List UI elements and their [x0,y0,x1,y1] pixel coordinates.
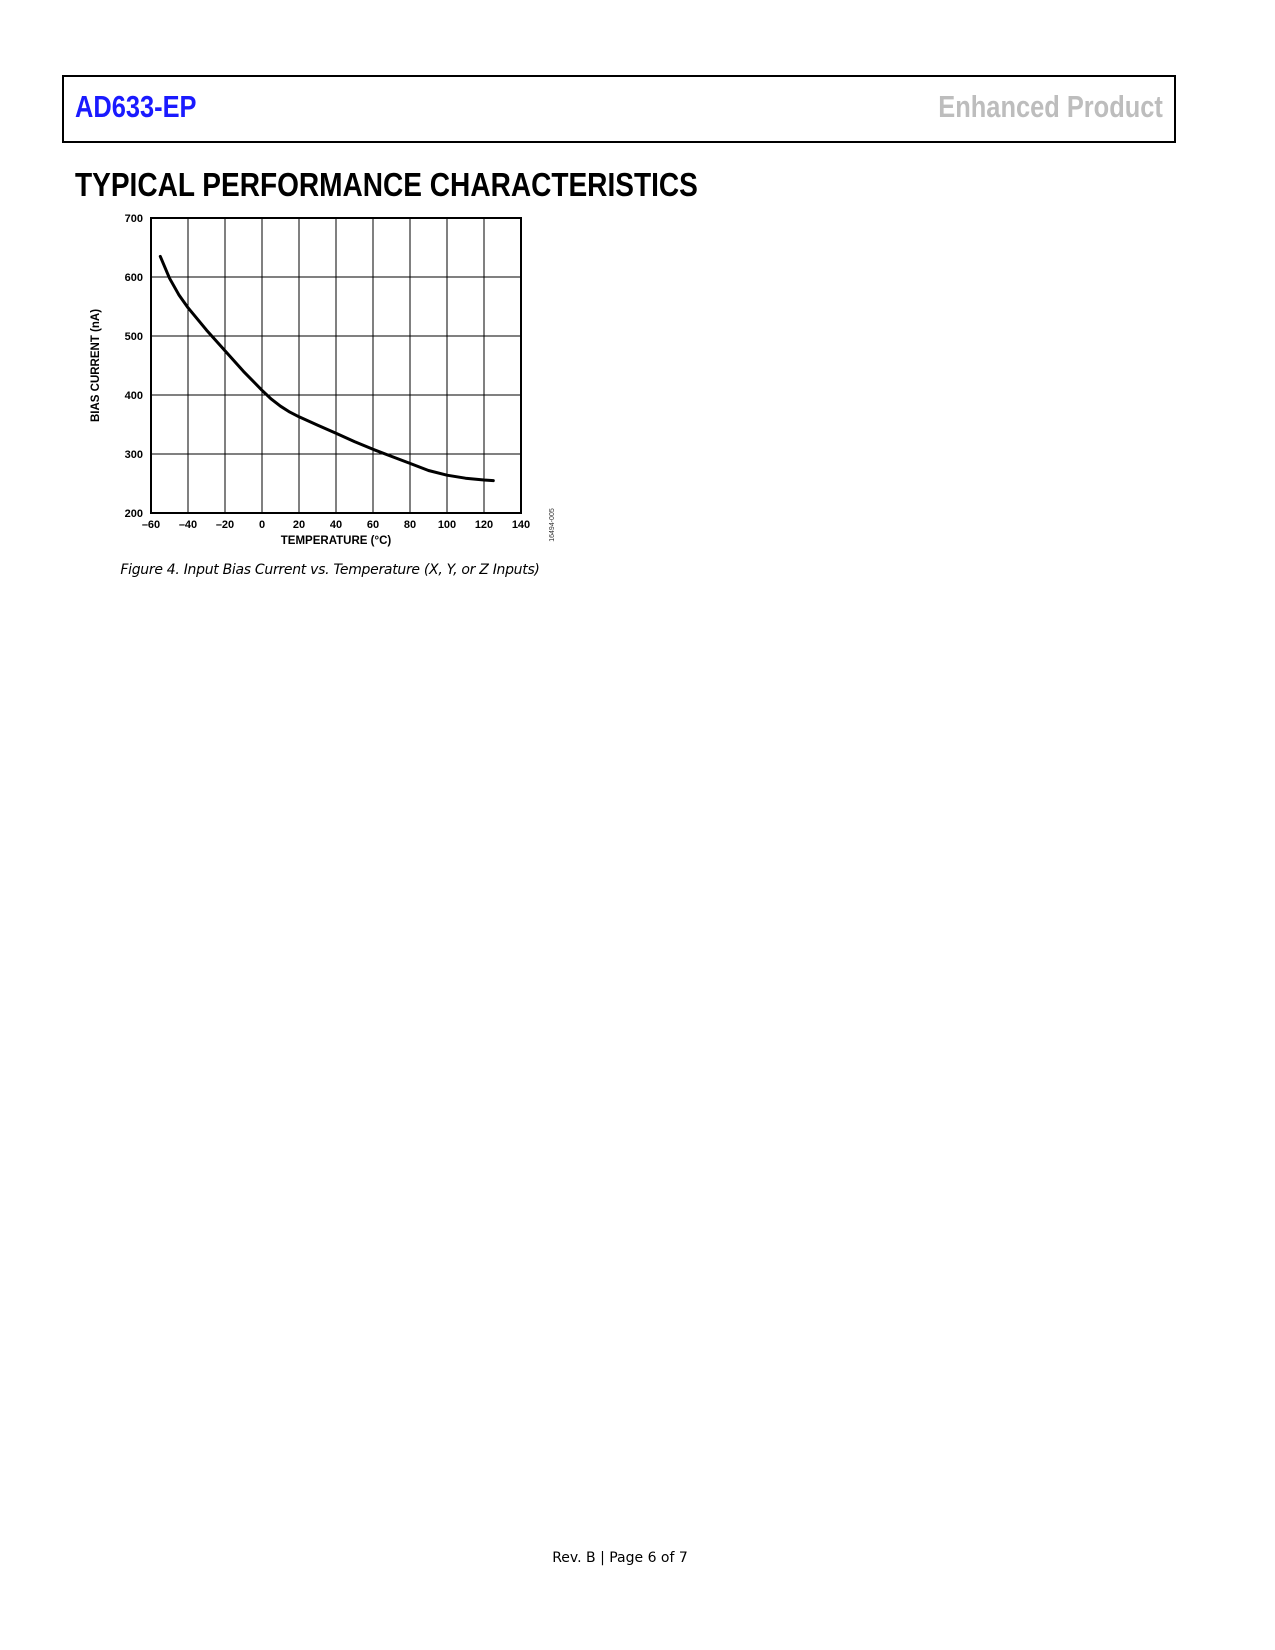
page-header [62,75,1176,143]
x-tick-label: 40 [329,519,343,531]
x-tick-label: 0 [258,519,266,531]
x-axis-label: TEMPERATURE (°C) [280,535,392,547]
chart-grid [151,218,521,513]
product-tag: Enhanced Product [938,89,1163,124]
y-tick-label: 700 [124,213,143,225]
figure-caption: Figure 4. Input Bias Current vs. Temperature (X, Y, or Z Inputs) [120,562,540,578]
y-tick-label: 600 [124,272,143,284]
x-tick-label: 120 [474,519,494,531]
figure-4-chart [85,205,575,565]
y-axis-label: BIAS CURRENT (nA) [90,308,102,423]
x-tick-label: –40 [178,519,198,531]
tick-labels [125,213,531,531]
figure-id: 16494-005 [549,508,556,542]
x-tick-label: 80 [403,519,417,531]
y-tick-label: 500 [124,331,143,343]
y-tick-label: 200 [124,508,143,520]
y-tick-label: 300 [124,449,143,461]
part-number: AD633-EP [75,89,197,124]
x-tick-label: –20 [215,519,235,531]
section-title: TYPICAL PERFORMANCE CHARACTERISTICS [75,166,698,203]
y-tick-label: 400 [124,390,143,402]
bias-current-curve [160,256,493,480]
x-tick-label: 140 [511,519,531,531]
x-tick-label: 100 [437,519,457,531]
x-tick-label: 20 [292,519,306,531]
bias-current-chart [85,205,575,565]
page-footer: Rev. B | Page 6 of 7 [552,1550,688,1566]
x-tick-label: 60 [366,519,380,531]
x-tick-label: –60 [141,519,161,531]
